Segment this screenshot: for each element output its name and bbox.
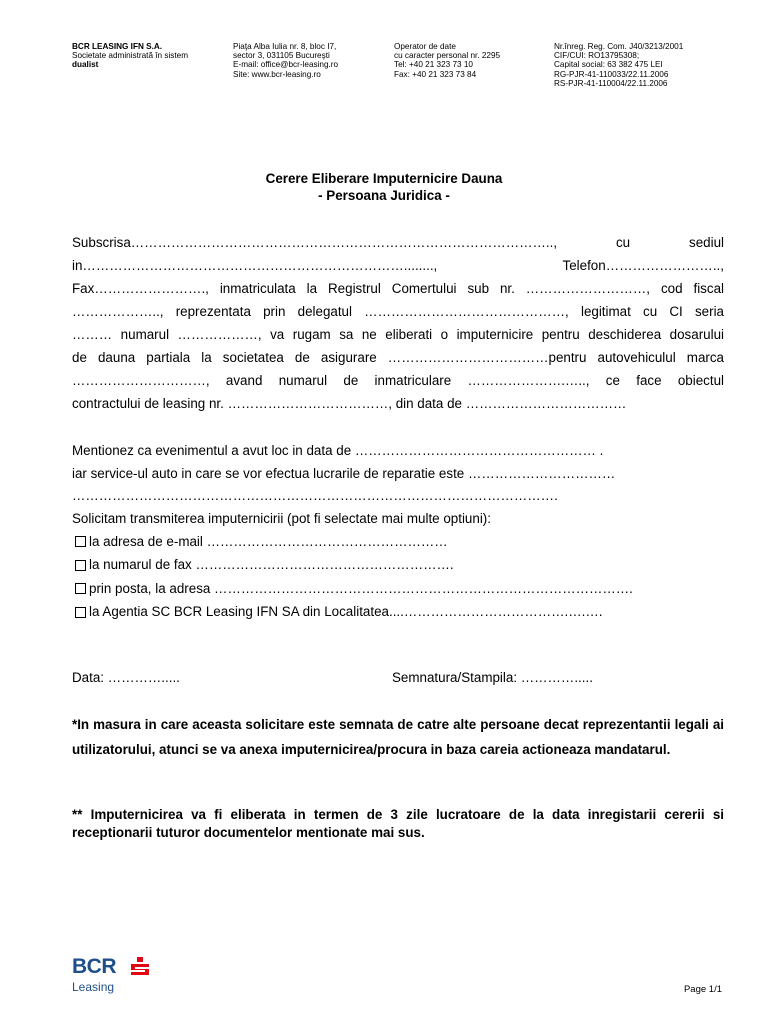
reg-line-2: CIF/CUI: RO13795308; — [554, 51, 640, 61]
form-line-2: in………………………………………………………………........, Telefon…………………….., — [72, 258, 724, 273]
service-continuation-line: ………………………………………………………………………………………………. — [72, 488, 558, 503]
option-email — [72, 530, 724, 554]
operator-line-1: Operator de date — [394, 42, 456, 51]
company-desc-1: Societate administrată în sistem — [72, 51, 189, 61]
option-email-label: la adresa de e-mail ……………………………………………… — [89, 533, 448, 549]
bcr-logo-mark-icon — [130, 957, 152, 977]
letterhead — [72, 42, 712, 98]
fax-checkbox[interactable] — [75, 560, 86, 571]
operator-line-2: cu caracter personal nr. 2295 — [394, 51, 501, 61]
phone-text: Tel: +40 21 323 73 10 — [394, 60, 473, 70]
company-name: BCR LEASING IFN S.A. — [72, 42, 163, 51]
reg-line-4: RG-PJR-41-110033/22.11.2006 — [554, 69, 669, 79]
request-paragraph — [72, 231, 724, 415]
option-agency — [72, 601, 724, 625]
reg-line-1: Nr.înreg. Reg. Com. J40/3213/2001 — [554, 42, 684, 51]
logo-name: BCR — [72, 955, 116, 978]
options-intro: Solicitam transmiterea imputernicirii (pot fi selectate mai multe optiuni): — [72, 510, 491, 526]
document-title — [0, 170, 768, 204]
form-line-6: de dauna partiala la societatea de asigurare ………………………………pentru autovehiculul marca — [72, 350, 724, 365]
address-line-1: Piaţa Alba Iulia nr. 8, bloc I7, — [233, 42, 337, 51]
registration-info — [554, 42, 683, 88]
contact-info — [233, 42, 338, 79]
form-line-5: ……… numarul ………………, va rugam sa ne eliberati o imputernicire pentru deschiderea dosarului — [72, 327, 724, 342]
title-line-1: Cerere Eliberare Imputernicire Dauna — [265, 171, 503, 186]
company-info — [72, 42, 188, 70]
title-line-2: - Persoana Juridica - — [318, 188, 450, 203]
email-text: E-mail: office@bcr-leasing.ro — [233, 60, 339, 70]
option-agency-label: la Agentia SC BCR Leasing IFN SA din Localitatea....……………………………….….…. — [89, 604, 603, 619]
form-line-3: Fax……………………., inmatriculata la Registrul Comertului sub nr. ………………………, cod fiscal — [72, 281, 724, 296]
site-text: Site: www.bcr-leasing.ro — [233, 69, 321, 79]
logo-subtitle: Leasing — [72, 980, 115, 994]
event-date-line: Mentionez ca evenimentul a avut loc in data de ……………………………………………… . — [72, 443, 604, 458]
note-representatives: *In masura in care aceasta solicitare este semnata de catre alte persoane decat reprezentantii legali ai utilizatorului, atunci se va anexa imputernicirea/procura in baza careia actioneaza mandatarul. — [72, 717, 724, 757]
date-field: Data: …………..... — [72, 670, 180, 685]
post-checkbox[interactable] — [75, 583, 86, 594]
agency-checkbox[interactable] — [75, 607, 86, 618]
form-line-8: contractului de leasing nr. ………………………………, din data de ……………………………… — [72, 396, 627, 411]
address-line-2: sector 3, 031105 Bucureşti — [233, 51, 330, 61]
signature-field: Semnatura/Stampila: …………..... — [392, 670, 593, 685]
page-number: Page 1/1 — [683, 984, 722, 995]
service-line: iar service-ul auto in care se vor efectua lucrarile de reparatie este …………………………… — [72, 465, 616, 481]
reg-line-3: Capital social: 63 382 475 LEI — [554, 60, 663, 70]
event-section — [72, 440, 724, 624]
bcr-leasing-logo — [72, 953, 162, 997]
option-post — [72, 577, 724, 601]
option-post-label: prin posta, la adresa …………………………………………………………………………………. — [89, 580, 633, 596]
form-line-4: ……………….., reprezentata prin delegatul ………………………………………, legitimat cu CI seria — [72, 304, 724, 319]
reg-line-5: RS-PJR-41-110004/22.11.2006 — [554, 78, 668, 88]
option-fax-label: la numarul de fax …………………………………………………. — [89, 557, 454, 572]
note-delivery-term: ** Imputernicirea va fi eliberata in termen de 3 zile lucratoare de la data inregistarii cererii si receptionarii tuturor documentelor mentionate mai sus. — [72, 807, 724, 840]
form-line-1: Subscrisa………………………………………………………………………………….., cu sediul — [72, 235, 724, 250]
option-fax — [72, 554, 724, 578]
operator-info — [394, 42, 500, 79]
company-desc-2: dualist — [72, 60, 99, 70]
form-line-7: …………………………, avand numarul de inmatriculare ………………….….., ce face obiectul — [72, 373, 724, 388]
email-checkbox[interactable] — [75, 536, 86, 547]
fax-text: Fax: +40 21 323 73 84 — [394, 69, 477, 79]
